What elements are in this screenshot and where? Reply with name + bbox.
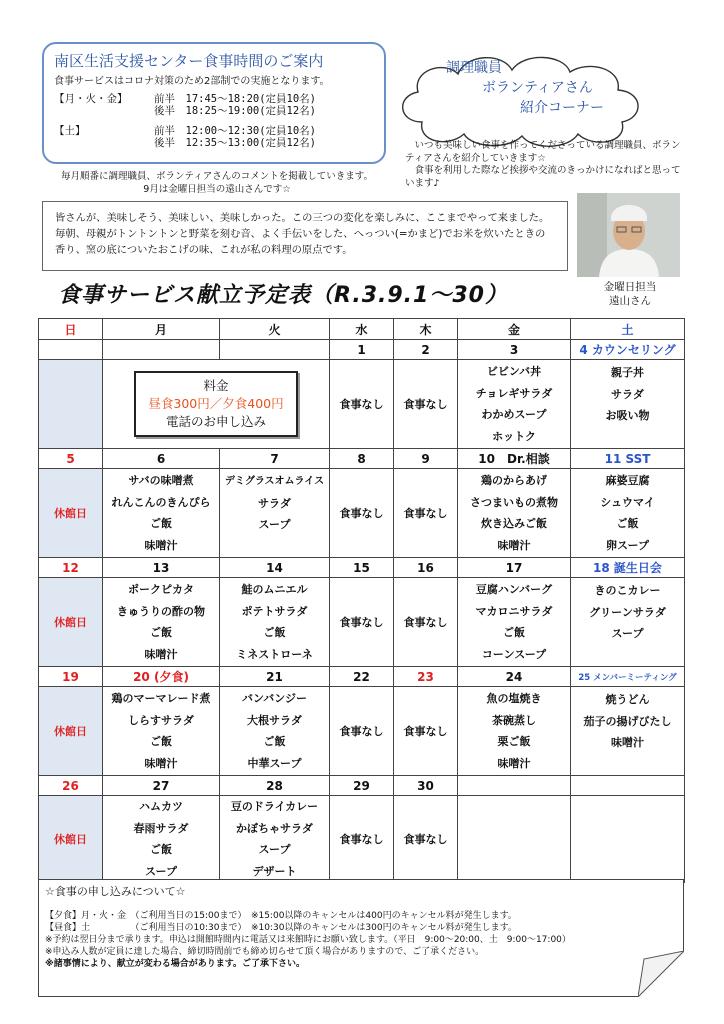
price-phone: 電話のお申し込み bbox=[165, 414, 266, 429]
date-row bbox=[39, 558, 685, 578]
menu-item: 焼うどん bbox=[605, 693, 650, 706]
date-cell: 7 bbox=[220, 449, 330, 469]
menu-item: サバの味噌煮 bbox=[128, 474, 194, 487]
notes-line: ※申込み人数が定員に達した場合、締切時間前でも締め切らせて頂く場合がありますので、ご了承ください。 bbox=[45, 947, 485, 957]
schedule-mtf-second bbox=[54, 105, 374, 117]
menu-item: ホットク bbox=[492, 429, 536, 443]
menu-item: 味噌汁 bbox=[611, 736, 644, 749]
menu-item: きのこカレー bbox=[594, 584, 661, 597]
menu-row bbox=[39, 796, 685, 883]
menu-cell-sat bbox=[571, 578, 685, 667]
photo-caption-line: 遠山さん bbox=[609, 295, 651, 307]
no-meal-cell: 食事なし bbox=[394, 360, 458, 449]
date-cell bbox=[103, 340, 220, 360]
date-row bbox=[39, 449, 685, 469]
menu-cell-fri bbox=[458, 687, 571, 776]
menu-cell-sat bbox=[571, 796, 685, 883]
menu-item: 味噌汁 bbox=[497, 756, 531, 770]
side-label: 休館日 bbox=[39, 796, 103, 883]
menu-item: 栗ご飯 bbox=[497, 735, 531, 748]
photo-caption-line: 金曜日担当 bbox=[603, 281, 657, 293]
menu-item: ご飯 bbox=[503, 626, 525, 639]
date-cell bbox=[458, 776, 571, 796]
date-cell-holiday bbox=[103, 667, 220, 687]
date-cell: 26 bbox=[39, 776, 103, 796]
menu-item: 親子丼 bbox=[611, 366, 644, 379]
menu-item: ご飯 bbox=[150, 517, 172, 530]
schedule-sat bbox=[54, 125, 374, 137]
menu-item: お吸い物 bbox=[605, 409, 650, 422]
menu-item: かぼちゃサラダ bbox=[236, 821, 313, 835]
menu-item: 鶏のマーマレード煮 bbox=[111, 692, 211, 705]
menu-cell-sat bbox=[571, 469, 685, 558]
corner-intro: いつも美味しい食事を作ってくださっている調理職員、ボランティアさんを紹介していきます☆ 食事を利用した際など挨拶や交流のきっかけになればと思っています♪ bbox=[405, 140, 681, 189]
side-label: 休館日 bbox=[39, 469, 103, 558]
menu-item: ご飯 bbox=[150, 735, 172, 748]
date-cell: 10 Dr.相談 bbox=[458, 449, 571, 469]
menu-item: 麻婆豆腐 bbox=[605, 474, 650, 487]
menu-cell-mon bbox=[103, 578, 220, 667]
menu-item: 炊き込みご飯 bbox=[481, 517, 547, 530]
date-cell: 24 bbox=[458, 667, 571, 687]
menu-item: サラダ bbox=[611, 387, 644, 401]
menu-cell-tue bbox=[220, 687, 330, 776]
menu-cell-fri bbox=[458, 796, 571, 883]
date-number: 20 bbox=[133, 670, 150, 684]
info-footnote-line: 毎月順番に調理職員、ボランティアさんのコメントを掲載していきます。 bbox=[61, 171, 373, 182]
menu-item: ビビンバ丼 bbox=[486, 365, 542, 378]
menu-item: 中華スープ bbox=[247, 756, 302, 770]
date-cell: 15 bbox=[330, 558, 394, 578]
price-box bbox=[134, 371, 297, 437]
date-cell: 14 bbox=[220, 558, 330, 578]
menu-item: 味噌汁 bbox=[144, 538, 178, 552]
menu-item: 卵スープ bbox=[606, 538, 649, 552]
date-cell: 3 bbox=[458, 340, 571, 360]
date-cell: 1 bbox=[330, 340, 394, 360]
menu-item: きゅうりの酢の物 bbox=[117, 604, 205, 618]
menu-item: ご飯 bbox=[263, 735, 286, 748]
menu-item: わかめスープ bbox=[481, 408, 547, 421]
menu-item: ご飯 bbox=[616, 517, 639, 530]
staff-comment: 皆さんが、美味しそう、美味しい、美味しかった。この三つの変化を楽しみに、ここまでやって来ました。毎朝、母親がトントントンと野菜を刻む音、よく手伝いをした、へっつい(=かまど)でお米を炊いたときの香り、窯の底についたおこげの味、これが私の料理の原点です。 bbox=[42, 201, 568, 271]
corner-line: 調理職員 bbox=[446, 60, 502, 76]
no-meal-cell: 食事なし bbox=[330, 469, 394, 558]
menu-item: スープ bbox=[258, 518, 291, 531]
date-cell: 16 bbox=[394, 558, 458, 578]
menu-cell-fri bbox=[458, 578, 571, 667]
schedule-mtf bbox=[54, 93, 374, 105]
menu-item: 大根サラダ bbox=[247, 713, 302, 727]
menu-item: スープ bbox=[611, 627, 644, 640]
notes-title: ☆食事の申し込みについて☆ bbox=[45, 885, 186, 898]
schedule-days: 【月・火・金】 bbox=[54, 93, 128, 105]
date-row bbox=[39, 667, 685, 687]
date-cell bbox=[571, 776, 685, 796]
menu-cell-mon bbox=[103, 687, 220, 776]
menu-row bbox=[39, 687, 685, 776]
no-meal-cell: 食事なし bbox=[394, 796, 458, 883]
header-mon: 月 bbox=[103, 319, 220, 340]
menu-item: ご飯 bbox=[150, 843, 172, 856]
date-cell-holiday: 23 bbox=[394, 667, 458, 687]
schedule-second: 後半 12:35～13:00(定員12名) bbox=[154, 137, 317, 149]
menu-item: 魚の塩焼き bbox=[486, 692, 542, 705]
page-title: 食事サービス献立予定表（R.3.9.1～30） bbox=[58, 283, 508, 308]
menu-cell-fri bbox=[458, 469, 571, 558]
menu-table bbox=[38, 318, 685, 883]
schedule-second: 後半 18:25～19:00(定員12名) bbox=[154, 105, 317, 117]
date-cell: 9 bbox=[394, 449, 458, 469]
menu-item: デミグラスオムライス bbox=[224, 476, 325, 487]
menu-row bbox=[39, 360, 685, 449]
menu-item: スープ bbox=[145, 864, 177, 878]
date-cell: 11 SST bbox=[571, 449, 685, 469]
header-sun: 日 bbox=[39, 319, 103, 340]
schedule-days: 【土】 bbox=[54, 125, 86, 137]
schedule-sat-second bbox=[54, 137, 374, 149]
menu-item: しらすサラダ bbox=[128, 713, 194, 727]
date-cell: 28 bbox=[220, 776, 330, 796]
price-values: 昼食300円／夕食400円 bbox=[148, 396, 284, 411]
info-note: 食事サービスはコロナ対策のため2部制での実施となります。 bbox=[54, 76, 330, 87]
menu-item: ハムカツ bbox=[139, 800, 183, 813]
date-cell: 8 bbox=[330, 449, 394, 469]
info-footnote bbox=[42, 170, 392, 196]
date-cell bbox=[39, 340, 103, 360]
date-note: (夕食) bbox=[153, 670, 189, 684]
menu-item: グリーンサラダ bbox=[589, 605, 666, 619]
date-cell: 6 bbox=[103, 449, 220, 469]
no-meal-cell: 食事なし bbox=[394, 578, 458, 667]
menu-cell-sat bbox=[571, 687, 685, 776]
no-meal-cell: 食事なし bbox=[330, 796, 394, 883]
date-cell: 18 誕生日会 bbox=[571, 558, 685, 578]
no-meal-cell: 食事なし bbox=[330, 360, 394, 449]
menu-item: バンバンジー bbox=[242, 692, 307, 705]
menu-row bbox=[39, 578, 685, 667]
menu-item: 鮭のムニエル bbox=[241, 583, 308, 596]
info-footnote-line: 9月は金曜日担当の遠山さんです☆ bbox=[143, 184, 291, 195]
page-fold-decoration bbox=[638, 951, 684, 997]
date-cell: 4 カウンセリング bbox=[571, 340, 685, 360]
header-tue: 火 bbox=[220, 319, 330, 340]
date-row bbox=[39, 776, 685, 796]
order-notes bbox=[38, 879, 684, 997]
date-cell: 2 bbox=[394, 340, 458, 360]
menu-item: 豆のドライカレー bbox=[230, 800, 319, 813]
menu-cell-fri bbox=[458, 360, 571, 449]
corner-heading bbox=[420, 58, 630, 118]
date-cell: 5 bbox=[39, 449, 103, 469]
price-label: 料金 bbox=[203, 378, 229, 393]
info-box bbox=[42, 42, 386, 164]
menu-item: 味噌汁 bbox=[144, 756, 178, 770]
date-cell: 29 bbox=[330, 776, 394, 796]
menu-item: シュウマイ bbox=[600, 495, 655, 509]
menu-item: 味噌汁 bbox=[497, 538, 531, 552]
info-title: 南区生活支援センター食事時間のご案内 bbox=[54, 52, 324, 70]
menu-row bbox=[39, 469, 685, 558]
notes-line: 【夕食】月・火・金 （ご利用当日の15:00まで） ※15:00以降のキャンセルは400円のキャンセル料が発生します。 bbox=[45, 911, 517, 921]
menu-item: サラダ bbox=[258, 496, 291, 510]
staff-photo bbox=[577, 193, 680, 277]
date-cell: 12 bbox=[39, 558, 103, 578]
menu-item: れんこんのきんぴら bbox=[111, 495, 211, 509]
date-cell: 27 bbox=[103, 776, 220, 796]
header-row bbox=[39, 319, 685, 340]
date-cell: 22 bbox=[330, 667, 394, 687]
header-fri: 金 bbox=[458, 319, 571, 340]
menu-item: コーンスープ bbox=[481, 647, 547, 661]
menu-item: さつまいもの煮物 bbox=[470, 495, 558, 509]
date-cell: 21 bbox=[220, 667, 330, 687]
side-label: 休館日 bbox=[39, 687, 103, 776]
header-sat: 土 bbox=[571, 319, 685, 340]
schedule-first: 前半 12:00～12:30(定員10名) bbox=[154, 125, 317, 137]
no-meal-cell: 食事なし bbox=[394, 687, 458, 776]
header-thu: 木 bbox=[394, 319, 458, 340]
no-meal-cell: 食事なし bbox=[330, 578, 394, 667]
menu-cell-mon bbox=[103, 796, 220, 883]
notes-line: 【昼食】土 （ご利用当日の10:30まで） ※10:30以降のキャンセルは300円のキャンセル料が発生します。 bbox=[45, 923, 517, 933]
corner-line: ボランティアさん bbox=[482, 80, 593, 96]
menu-item: マカロニサラダ bbox=[475, 604, 553, 618]
date-cell: 30 bbox=[394, 776, 458, 796]
menu-item: ポテトサラダ bbox=[241, 604, 308, 618]
corner-line: 紹介コーナー bbox=[520, 100, 604, 116]
notes-line: ※予約は翌日分まで承ります。申込は開館時間内に電話又は来館時にお願い致します。（平日 9:00～20:00、土 9:00～17:00） bbox=[45, 935, 571, 945]
menu-cell-mon bbox=[103, 469, 220, 558]
side-label: 休館日 bbox=[39, 578, 103, 667]
side-label bbox=[39, 360, 103, 449]
menu-item: ポークピカタ bbox=[128, 583, 194, 596]
menu-cell-sat bbox=[571, 360, 685, 449]
menu-item: ご飯 bbox=[263, 626, 286, 639]
price-cell bbox=[103, 360, 330, 449]
photo-caption bbox=[580, 280, 680, 308]
menu-cell-tue bbox=[220, 578, 330, 667]
notes-line: ※諸事情により、献立が変わる場合があります。ご了承下さい。 bbox=[45, 959, 306, 969]
menu-item: デザート bbox=[252, 864, 297, 878]
menu-item: ミネストローネ bbox=[236, 647, 313, 661]
menu-item: 茶碗蒸し bbox=[492, 713, 536, 727]
menu-item: ご飯 bbox=[150, 626, 172, 639]
header-wed: 水 bbox=[330, 319, 394, 340]
menu-item: 茄子の揚げびたし bbox=[583, 714, 672, 728]
menu-item: 春雨サラダ bbox=[133, 821, 189, 835]
menu-item: 味噌汁 bbox=[144, 647, 178, 661]
menu-cell-tue bbox=[220, 796, 330, 883]
menu-item: 鶏のからあげ bbox=[481, 474, 547, 487]
menu-cell-tue bbox=[220, 469, 330, 558]
date-cell: 13 bbox=[103, 558, 220, 578]
date-row bbox=[39, 340, 685, 360]
menu-item: 豆腐ハンバーグ bbox=[475, 583, 553, 596]
date-cell: 25 メンバーミーティング bbox=[571, 667, 685, 687]
menu-item: チョレギサラダ bbox=[475, 386, 553, 400]
schedule-first: 前半 17:45～18:20(定員10名) bbox=[154, 93, 317, 105]
date-cell bbox=[220, 340, 330, 360]
no-meal-cell: 食事なし bbox=[330, 687, 394, 776]
date-cell: 19 bbox=[39, 667, 103, 687]
no-meal-cell: 食事なし bbox=[394, 469, 458, 558]
menu-item: スープ bbox=[258, 843, 291, 856]
date-cell: 17 bbox=[458, 558, 571, 578]
